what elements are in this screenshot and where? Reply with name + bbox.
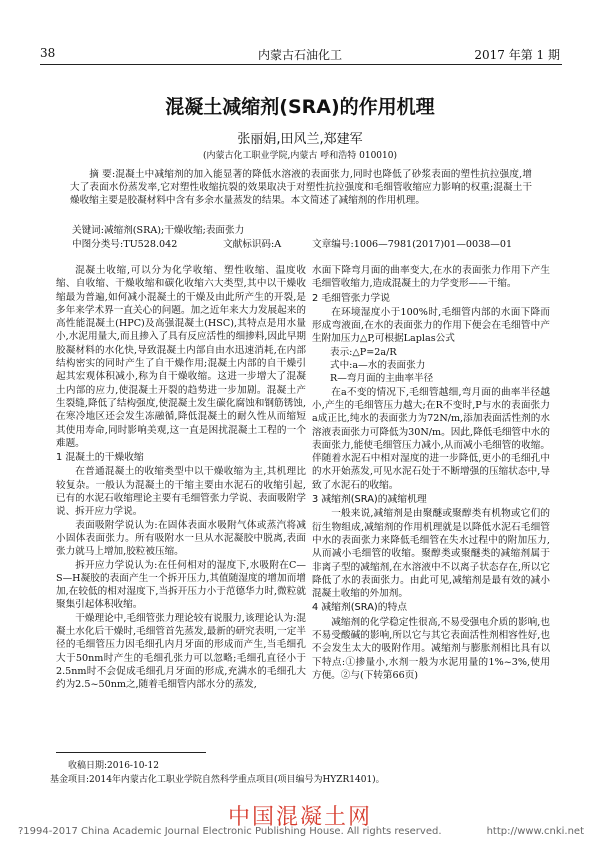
site-link[interactable]: http://www.cnki.net: [486, 826, 584, 837]
paragraph: 一般来说,减缩剂是由聚醚或聚醇类有机物或它们的衍生物组成,减缩剂的作用机理就是以降低水泥石毛细管中水的表面张力来降低毛细管在失水过程中的附加压力,从而减小毛细管的收缩。聚醇类或聚醚类的减缩剂属于非离子型的减缩剂,在水溶液中不以离子状态存在,所以它降低了水的表面张力。由此可见,减缩剂是最有效的减小混凝土收缩的外加剂。: [312, 508, 550, 600]
watermark-logo: 中国混凝土网: [227, 805, 372, 830]
formula-line: R—弯月面的主曲率半径: [330, 373, 434, 385]
copyright-bar: [18, 826, 584, 837]
section-heading: 3 减缩剂(SRA)的减缩机理: [312, 494, 427, 506]
page-title: 混凝土减缩剂(SRA)的作用机理: [165, 96, 435, 118]
paragraph: 混凝土收缩,可以分为化学收缩、塑性收缩、温度收缩、自收缩、干燥收缩和碳化收缩六大类型,其中以干燥收缩最为普遍,如何减小混凝土的干燥及由此所产生的开裂,是多年来学术界一直关心的问题。加之近年来大力发展起来的高性能混凝土(HPC)及高强混凝土(HSC),其特点是用水量小,水泥用量大,而且掺入了具有反应活性的细掺料,因此早期胶凝材料的水化快,导致混凝土内部自由水迅速消耗,在内部结构密实的同时产生了自干燥作用;混凝土内部的自干燥引起其宏观体积减小,称为自干燥收缩。这进一步增大了混凝土内部的应力,使混凝土开裂的趋势进一步加剧。混凝土产生裂缝,降低了结构强度,使混凝土发生碳化腐蚀和钢筋锈蚀,在寒冷地区还会发生冻融循,降低混凝土的耐久性从而缩短其使用寿命,同时影响美观,这一直是困扰混凝土工程的一个难题。: [56, 265, 306, 449]
classification-line: [72, 236, 532, 250]
fund-note: 基金项目:2014年内蒙古化工职业学院自然科学重点项目(项目编号为HYZR1401)。: [50, 775, 385, 785]
right-column: [312, 264, 550, 682]
document-code: 文献标识码:A: [223, 239, 282, 250]
paragraph: 水面下降弯月面的曲率变大,在水的表面张力作用下产生毛细管收缩力,造成混凝土的力学变形——干缩。: [312, 265, 550, 290]
keywords: 关键词:减缩剂(SRA);干燥收缩;表面张力: [72, 225, 245, 236]
formula-line: 式中:a—水的表面张力: [330, 360, 426, 372]
page-number: 38: [40, 46, 56, 60]
abstract: 摘 要:混凝土中减缩剂的加入能显著的降低水溶液的表面张力,同时也降低了砂浆表面的塑性抗拉强度,增大了表面水份蒸发率,它对塑性收缩抗裂的效果取决于对塑性抗拉强度和毛细管收缩应力影响的权重;混凝土干燥收缩主要是胶凝材料中含有多余水量蒸发的结果。本文简述了减缩剂的作用机理。: [70, 169, 532, 206]
footnote-rule: [56, 752, 206, 753]
authors: 张丽娟,田风兰,郑建军: [237, 132, 363, 147]
affiliation: (内蒙古化工职业学院,内蒙古 呼和浩特 010010): [203, 151, 397, 161]
clc-number: 中图分类号:TU528.042: [72, 239, 178, 250]
section-heading: 2 毛细管张力学说: [312, 292, 390, 304]
received-date: 收稿日期:2016-10-12: [68, 761, 159, 771]
issue-info: 2017 年第 1 期: [474, 48, 560, 62]
left-column: [56, 264, 306, 692]
header-rule: [40, 64, 562, 65]
paragraph: 表面吸附学说认为:在固体表面水吸附气体或蒸汽将减小固体表面张力。所有吸附水一旦从水泥凝胶中脱离,表面张力就马上增加,胶粒被压缩。: [56, 519, 306, 558]
section-heading: 4 减缩剂(SRA)的特点: [312, 602, 408, 614]
paragraph: 减缩剂的化学稳定性很高,不易受强电介质的影响,也不易受酸碱的影响,所以它与其它表面活性剂相容性好,也不会发生太大的吸附作用。减缩剂与膨胀剂相比具有以下特点:①掺量小,水剂一般为水泥用量的1%~3%,使用方便。②与(下转第66页): [312, 616, 550, 681]
journal-name: 内蒙古石油化工: [257, 48, 342, 62]
paragraph: 在普通混凝土的收缩类型中以干燥收缩为主,其机理比较复杂。一般认为混凝土的干缩主要由水泥石的收缩引起,已有的水泥石收缩理论主要有毛细管张力学说、表面吸附学说、拆开应力学说。: [56, 466, 306, 518]
paragraph: 在a不变的情况下,毛细管越细,弯月面的曲率半径越小,产生的毛细管压力越大;在R不变时,P与水的表面张力a成正比,纯水的表面张力为72N/m,添加表面活性剂的水溶液表面张力可降低为30N/m。因此,降低毛细管中水的表面张力,能使毛细管压力减小,从而减小毛细管的收缩。伴随着水泥石中相对湿度的进一步降低,更小的毛细孔中的水开始蒸发,可见水泥石处于不断增强的压缩状态中,导致了水泥石的收缩。: [312, 386, 550, 491]
paragraph: 在环境湿度小于100%时,毛细管内部的水面下降而形成弯液面,在水的表面张力的作用下便会在毛细管中产生附加压力△P,可根据Laplas公式: [312, 306, 550, 345]
article-number: 文章编号:1006—7981(2017)01—0038—01: [312, 239, 513, 250]
copyright-text: ?1994-2017 China Academic Journal Electronic Publishing House. All rights reserved.: [18, 826, 442, 837]
paragraph: 干燥理论中,毛细管张力理论较有说服力,该理论认为:混凝土水化后干燥时,毛细管首先蒸发,最新的研究表明,一定半径的毛细管压力因毛细孔内月牙面的形成而产生,当毛细孔大于50nm时产生的毛细孔张力可以忽略;毛细孔直径小于2.5nm时不会促成毛细孔月牙面的形成,充满水的毛细孔大约为2.5~50nm之,随着毛细管内部水分的蒸发,: [56, 612, 306, 691]
section-heading: 1 混凝土的干燥收缩: [56, 452, 144, 464]
paragraph: 拆开应力学说认为:在任何相对的湿度下,水吸附在C—S—H凝胶的表面产生一个拆开压力,其值随湿度的增加而增加,在较低的相对湿度下,当拆开压力小于范德华力时,微粒就聚集引起体积收缩。: [56, 559, 306, 611]
formula-line: 表示:△P=2a/R: [330, 346, 397, 358]
